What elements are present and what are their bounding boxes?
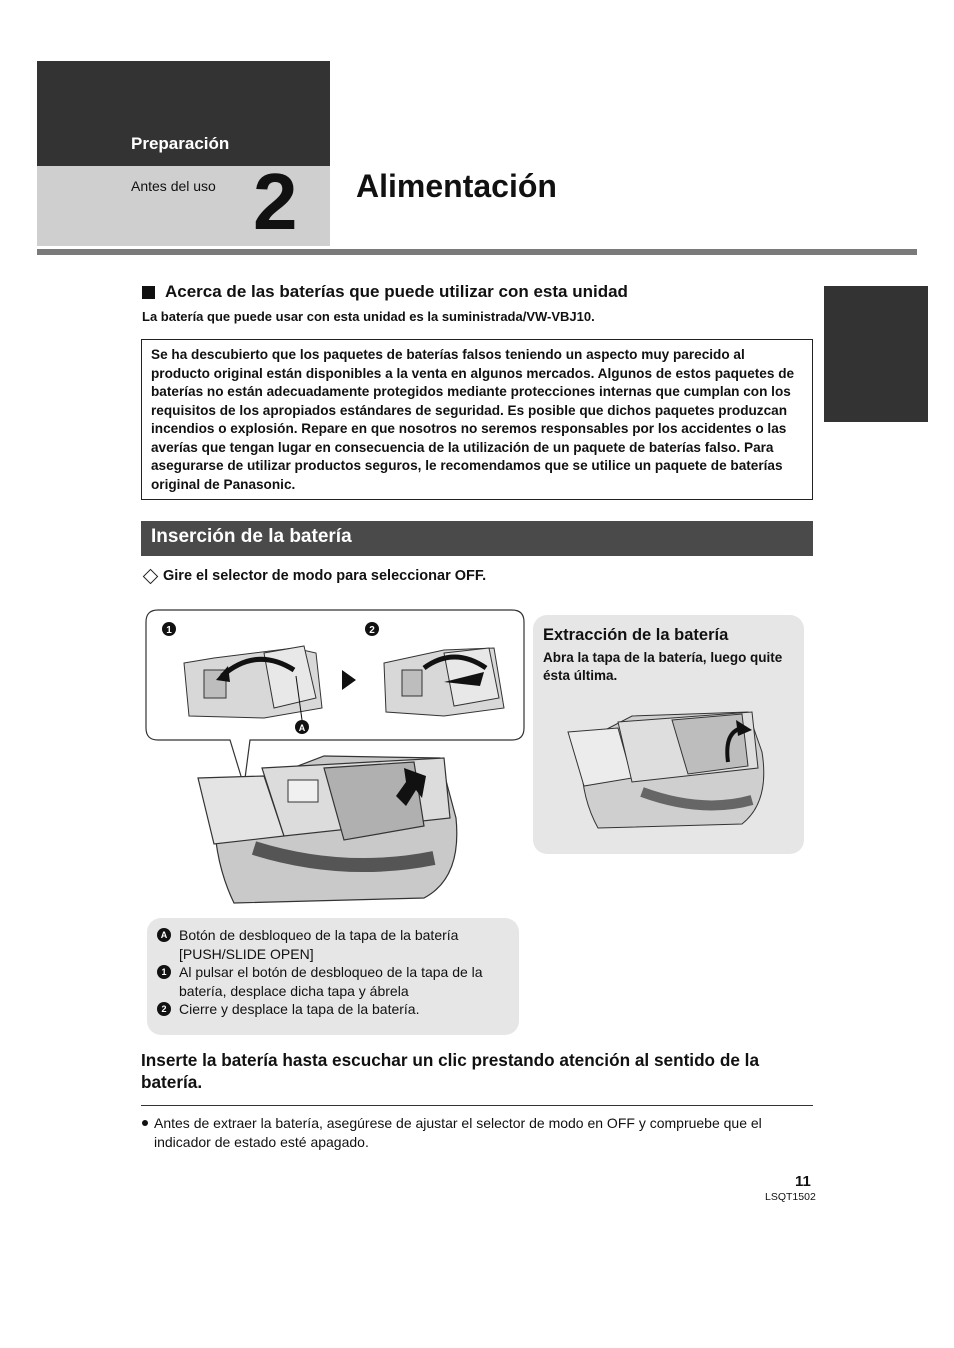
section-label: Preparación	[131, 134, 230, 153]
section-band-title: Inserción de la batería	[141, 521, 813, 556]
insertion-instruction: Inserte la batería hasta escuchar un clic prestando atención al sentido de la batería.	[141, 1050, 760, 1092]
battery-insertion-illustration	[144, 608, 526, 914]
warning-box: Se ha descubierto que los paquetes de baterías falsos teniendo un aspecto muy parecido al producto original están disponibles a la venta en algunos mercados. Algunos de estos paquetes de baterías no están adecuadamente protegidos mediante protecciones internas que cumplan con los requisitos de los apropiados estándares de seguridad. Es posible que dichos paquetes produzcan incendios o explosión. Repare en que nosotros no seremos responsables por los accidentes o las averías que tengan lugar en consecuencia de la utilización de un paquete de baterías falso. Para asegurarse de utilizar productos seguros, le recomendamos que se utilice un paquete de baterías original de Panasonic.	[141, 339, 813, 500]
page-title: Alimentación	[356, 168, 557, 204]
diamond-bullet-icon	[143, 568, 159, 584]
note-text: Antes de extraer la batería, asegúrese de ajustar el selector de modo en OFF y compruebe que el indicador de estado esté apagado.	[154, 1115, 762, 1150]
divider	[141, 1105, 813, 1106]
batteries-heading	[142, 282, 628, 302]
batteries-subheading: La batería que puede usar con esta unidad es la suministrada/VW-VBJ10.	[142, 309, 595, 324]
legend-marker-two: 2	[157, 1002, 171, 1016]
square-bullet-icon	[142, 286, 155, 299]
legend-text: Cierre y desplace la tapa de la batería.	[179, 1001, 420, 1018]
removal-title: Extracción de la batería	[543, 626, 729, 644]
document-code: LSQT1502	[765, 1191, 816, 1203]
battery-removal-illustration	[562, 702, 782, 832]
page-number: 11	[795, 1173, 811, 1190]
legend-item	[157, 963, 509, 1000]
figure-legend	[147, 918, 519, 1035]
bullet-dot-icon	[142, 1120, 148, 1126]
step-instruction-text: Gire el selector de modo para seleccionar OFF.	[163, 568, 487, 584]
subsection-label: Antes del uso	[131, 178, 216, 194]
legend-item	[157, 1000, 509, 1019]
batteries-heading-text: Acerca de las baterías que puede utilizar con esta unidad	[165, 282, 628, 301]
camera-battery-insert-sketch	[198, 756, 457, 903]
chapter-number: 2	[253, 157, 298, 246]
step-instruction	[142, 568, 486, 584]
note	[142, 1114, 814, 1152]
figure-marker-a: A	[298, 723, 306, 733]
legend-marker-one: 1	[157, 965, 171, 979]
legend-text: Al pulsar el botón de desbloqueo de la tapa de la batería, desplace dicha tapa y ábrela	[179, 964, 483, 999]
figure-marker-one: 1	[166, 625, 172, 636]
legend-item	[157, 926, 509, 963]
legend-text: Botón de desbloqueo de la tapa de la batería [PUSH/SLIDE OPEN]	[179, 927, 459, 962]
header-rule	[37, 249, 917, 255]
figure-marker-two: 2	[369, 625, 375, 636]
side-tab	[824, 286, 928, 422]
removal-text: Abra la tapa de la batería, luego quite ésta última.	[543, 650, 783, 683]
legend-marker-a: A	[157, 928, 171, 942]
